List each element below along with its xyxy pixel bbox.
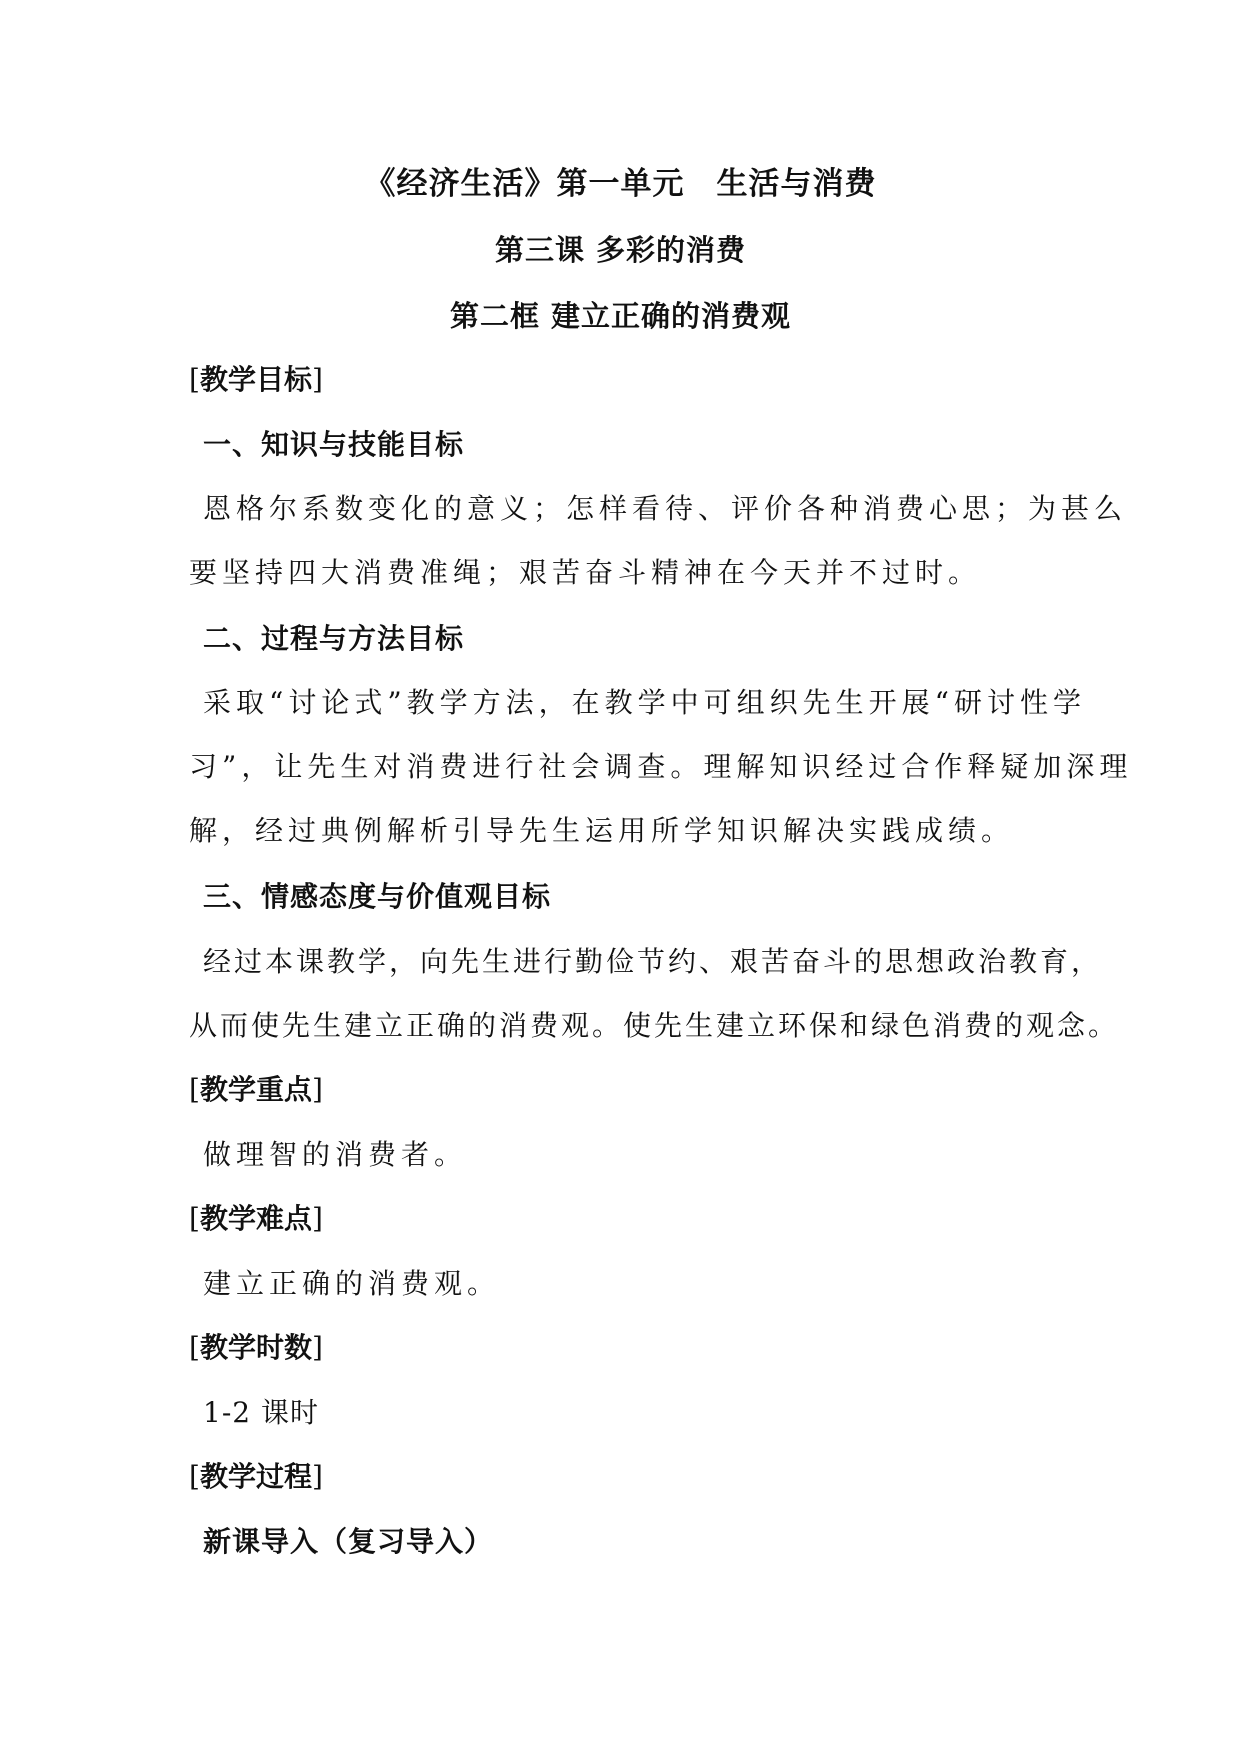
objectives-label: [教学目标] xyxy=(189,363,323,396)
hours-text: 1-2 课时 xyxy=(203,1396,319,1429)
objective1-line2: 要坚持四大消费准绳；艰苦奋斗精神在今天并不过时。 xyxy=(189,556,982,589)
difficulty-label: [教学难点] xyxy=(189,1202,323,1235)
objectives-label-text: 教学目标 xyxy=(199,363,312,396)
keypoint-text: 做理智的消费者。 xyxy=(203,1138,468,1171)
hours-label-text: 教学时数 xyxy=(199,1331,312,1364)
section-title: 第二框 建立正确的消费观 xyxy=(449,299,792,333)
process-label: [教学过程] xyxy=(189,1460,323,1493)
objective2-heading: 二、过程与方法目标 xyxy=(203,622,465,655)
objective2-line1: 采取“讨论式”教学方法，在教学中可组织先生开展“研讨性学 xyxy=(203,686,1086,719)
intro-heading: 新课导入（复习导入） xyxy=(203,1525,494,1558)
hours-label: [教学时数] xyxy=(189,1331,323,1364)
process-label-text: 教学过程 xyxy=(199,1460,312,1493)
objective2-line2: 习”，让先生对消费进行社会调查。理解知识经过合作释疑加深理 xyxy=(189,750,1133,783)
objective2-line3: 解，经过典例解析引导先生运用所学知识解决实践成绩。 xyxy=(189,814,1015,847)
objective3-line2: 从而使先生建立正确的消费观。使先生建立环保和绿色消费的观念。 xyxy=(189,1009,1120,1042)
objective1-line1: 恩格尔系数变化的意义；怎样看待、评价各种消费心思；为甚么 xyxy=(203,492,1128,525)
difficulty-text: 建立正确的消费观。 xyxy=(203,1267,501,1300)
lesson-title: 第三课 多彩的消费 xyxy=(494,233,747,267)
document-title: 《经济生活》第一单元 生活与消费 xyxy=(364,166,877,202)
difficulty-label-text: 教学难点 xyxy=(199,1202,312,1235)
keypoint-label: [教学重点] xyxy=(189,1073,323,1106)
objective3-heading: 三、情感态度与价值观目标 xyxy=(203,880,552,913)
keypoint-label-text: 教学重点 xyxy=(199,1073,312,1106)
objective3-line1: 经过本课教学，向先生进行勤俭节约、艰苦奋斗的思想政治教育， xyxy=(203,945,1103,978)
objective1-heading: 一、知识与技能目标 xyxy=(203,428,465,461)
